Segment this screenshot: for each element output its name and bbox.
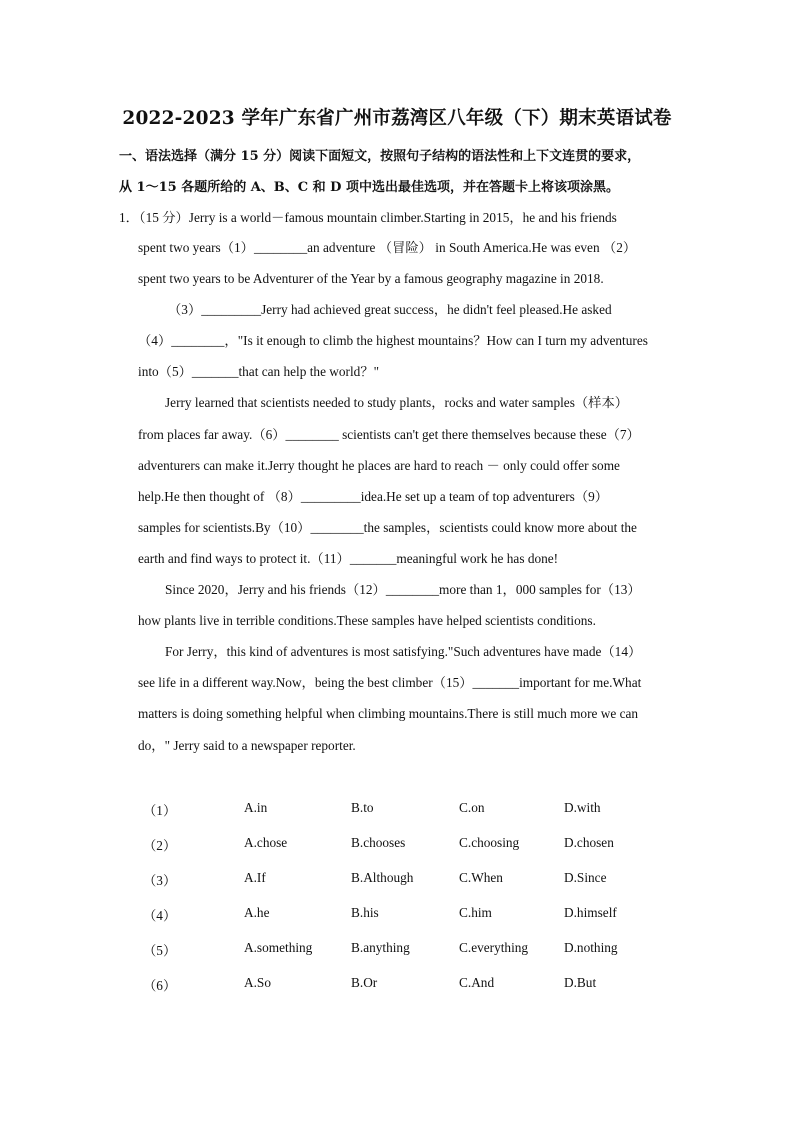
option-d[interactable]: D.with — [564, 800, 601, 815]
option-a[interactable]: A.chose — [244, 835, 288, 851]
option-b[interactable]: B.Although — [351, 870, 414, 886]
option-number: （4） — [143, 908, 177, 924]
passage-line: adventurers can make it.Jerry thought he places are hard to reach － only could offer some — [138, 457, 620, 473]
option-a[interactable]: A.he — [244, 905, 270, 921]
passage — [138, 232, 678, 761]
option-number: （6） — [143, 978, 177, 994]
passage-line: earth and find ways to protect it.（11）_______meaningful work he has done! — [138, 550, 559, 566]
option-d[interactable]: D.Since — [564, 870, 607, 886]
option-number: （2） — [143, 838, 177, 854]
passage-line: Jerry learned that scientists needed to study plants，rocks and water samples（样本） — [165, 395, 629, 411]
option-c[interactable]: C.When — [459, 870, 503, 886]
option-b[interactable]: B.chooses — [351, 835, 406, 851]
passage-line: how plants live in terrible conditions.These samples have helped scientists conditions. — [138, 613, 596, 629]
passage-line: Since 2020，Jerry and his friends（12）________more than 1，000 samples for（13） — [165, 582, 641, 598]
passage-line: do，" Jerry said to a newspaper reporter. — [138, 737, 356, 753]
passage-line: spent two years to be Adventurer of the Year by a famous geography magazine in 2018. — [138, 271, 604, 287]
option-c[interactable]: C.him — [459, 905, 492, 921]
passage-line: help.He then thought of （8）_________idea.He set up a team of top adventurers（9） — [138, 488, 609, 504]
option-a[interactable]: A.something — [244, 940, 313, 956]
option-number: （5） — [143, 943, 177, 959]
option-b[interactable]: B.Or — [351, 975, 378, 991]
passage-line: For Jerry，this kind of adventures is most satisfying."Such adventures have made（14） — [165, 644, 642, 660]
option-a[interactable]: A.If — [244, 870, 266, 886]
option-b[interactable]: B.anything — [351, 940, 410, 956]
passage-line: spent two years（1）________an adventure （冒险） in South America.He was even （2） — [138, 240, 637, 255]
question-first-line: 1．（15 分）Jerry is a world－famous mountain climber.Starting in 2015，he and his friends — [119, 210, 617, 225]
passage-line: （4）________，"Is it enough to climb the highest mountains？How can I turn my adventures — [138, 333, 648, 349]
passage-line: from places far away.（6）________ scientists can't get there themselves because these（7） — [138, 426, 640, 442]
passage-line: matters is doing something helpful when climbing mountains.There is still much more we can — [138, 706, 639, 722]
passage-line: see life in a different way.Now，being the best climber（15）_______important for me.What — [138, 675, 642, 691]
passage-line: into（5）_______that can help the world？" — [138, 364, 380, 380]
option-c[interactable]: C.And — [459, 975, 495, 991]
option-b[interactable]: B.to — [351, 800, 374, 815]
option-c[interactable]: C.everything — [459, 940, 529, 956]
option-d[interactable]: D.nothing — [564, 940, 618, 956]
option-a[interactable]: A.in — [244, 800, 268, 815]
option-number: （3） — [143, 873, 177, 889]
section-instruction-line-2: 从 1～15 各题所给的 A、B、C 和 D 项中选出最佳选项，并在答题卡上将该项涂黑。 — [119, 180, 619, 195]
option-d[interactable]: D.But — [564, 975, 597, 991]
option-b[interactable]: B.his — [351, 905, 379, 921]
option-c[interactable]: C.on — [459, 800, 485, 815]
option-number: （1） — [143, 803, 177, 818]
passage-line: （3）_________Jerry had achieved great success，he didn't feel pleased.He asked — [168, 302, 612, 318]
option-c[interactable]: C.choosing — [459, 835, 520, 851]
option-a[interactable]: A.So — [244, 975, 271, 991]
option-d[interactable]: D.chosen — [564, 835, 614, 851]
option-d[interactable]: D.himself — [564, 905, 617, 921]
passage-line: samples for scientists.By（10）________the samples，scientists could know more about the — [138, 519, 637, 535]
page-title: 2022-2023 学年广东省广州市荔湾区八年级（下）期末英语试卷 — [122, 108, 672, 129]
section-instruction-line-1: 一、语法选择（满分 15 分）阅读下面短文，按照句子结构的语法性和上下文连贯的要求， — [119, 149, 641, 164]
